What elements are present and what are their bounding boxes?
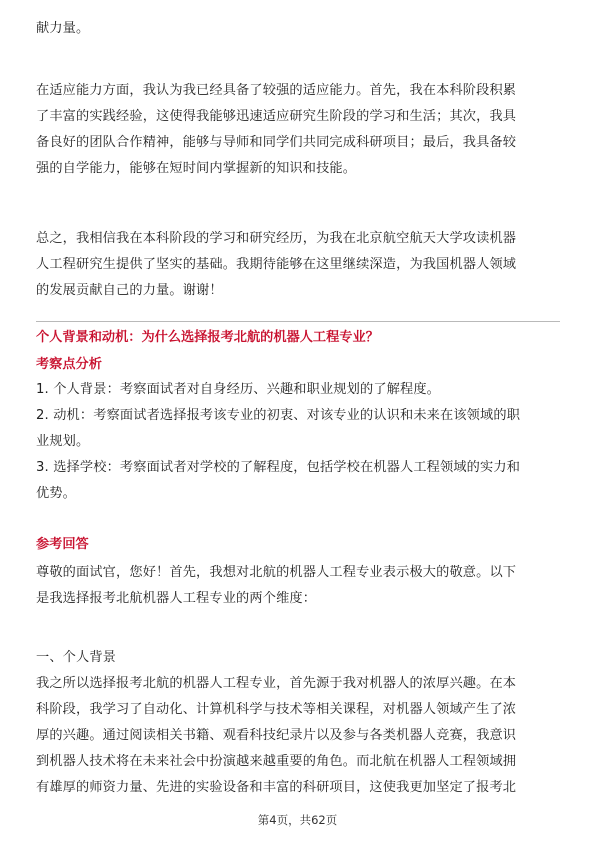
answer-heading: 参考回答 xyxy=(36,537,89,552)
list-item: 优势。 xyxy=(36,486,77,501)
page-number: 第4页，共62页 xyxy=(257,813,338,827)
text-line: 是我选择报考北航机器人工程专业的两个维度： xyxy=(36,591,317,606)
analysis-heading: 考察点分析 xyxy=(36,357,102,372)
text-line: 备良好的团队合作精神，能够与导师和同学们共同完成科研项目；最后，我具备较 xyxy=(36,135,517,150)
personal-background-paragraph xyxy=(36,671,560,801)
text-line: 我之所以选择报考北航的机器人工程专业，首先源于我对机器人的浓厚兴趣。在本 xyxy=(36,676,517,691)
answer-intro xyxy=(36,560,560,612)
text-line: 厚的兴趣。通过阅读相关书籍、观看科技纪录片以及参与各类机器人竞赛，我意识 xyxy=(36,728,517,743)
text-line: 献力量。 xyxy=(36,21,90,36)
section-divider xyxy=(36,321,560,322)
text-line: 有雄厚的师资力量、先进的实验设备和丰富的科研项目，这使我更加坚定了报考北 xyxy=(36,780,517,795)
analysis-list xyxy=(36,377,560,507)
text-line: 的发展贡献自己的力量。谢谢！ xyxy=(36,283,223,298)
text-line: 尊敬的面试官，您好！首先，我想对北航的机器人工程专业表示极大的敬意。以下 xyxy=(36,565,517,580)
list-item: 1. 个人背景：考察面试者对自身经历、兴趣和职业规划的了解程度。 xyxy=(36,382,441,397)
text-line: 了丰富的实践经验，这使得我能够迅速适应研究生阶段的学习和生活；其次，我具 xyxy=(36,109,517,124)
text-line: 人工程研究生提供了坚实的基础。我期待能够在这里继续深造，为我国机器人领域 xyxy=(36,257,517,272)
list-item: 业规划。 xyxy=(36,434,90,449)
text-line: 强的自学能力，能够在短时间内掌握新的知识和技能。 xyxy=(36,161,357,176)
text-line: 总之，我相信我在本科阶段的学习和研究经历，为我在北京航空航天大学攻读机器 xyxy=(36,231,517,246)
text-line: 一、个人背景 xyxy=(36,650,117,665)
section-title xyxy=(36,645,560,671)
text-line: 在适应能力方面，我认为我已经具备了较强的适应能力。首先，我在本科阶段积累 xyxy=(36,83,517,98)
list-item: 2. 动机：考察面试者选择报考该专业的初衷、对该专业的认识和未来在该领域的职 xyxy=(36,408,521,423)
question-title: 个人背景和动机：为什么选择报考北航的机器人工程专业？ xyxy=(36,330,379,345)
text-line: 科阶段，我学习了自动化、计算机科学与技术等相关课程，对机器人领域产生了浓 xyxy=(36,702,517,717)
adaptability-paragraph xyxy=(36,78,560,182)
list-item: 3. 选择学校：考察面试者对学校的了解程度，包括学校在机器人工程领域的实力和 xyxy=(36,460,521,475)
conclusion-paragraph xyxy=(36,226,560,304)
text-line: 到机器人技术将在未来社会中扮演越来越重要的角色。而北航在机器人工程领域拥 xyxy=(36,754,517,769)
continuation-text xyxy=(36,16,560,42)
